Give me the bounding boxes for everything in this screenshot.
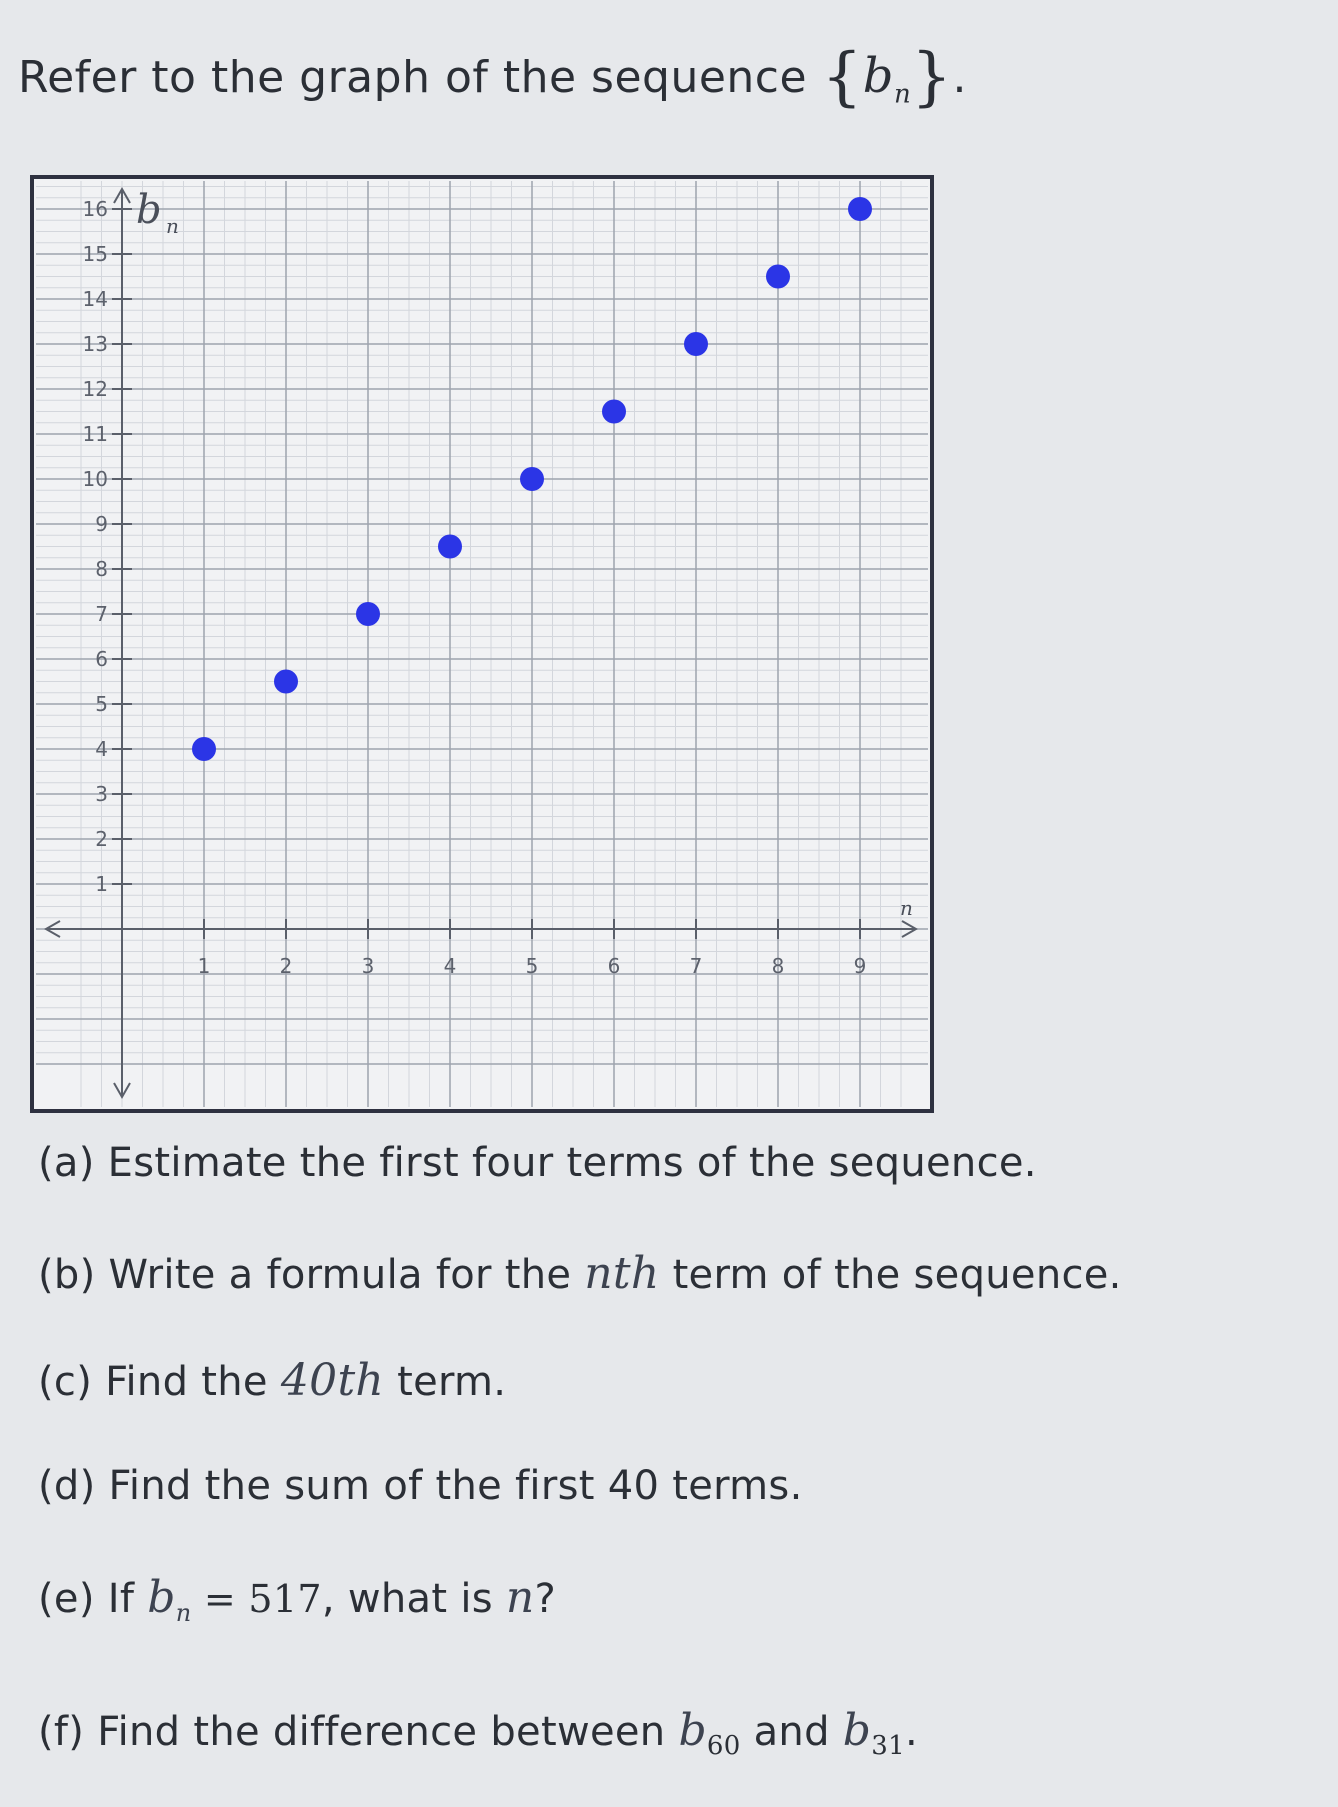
sequence-subscript: n — [894, 79, 912, 110]
y-tick-label: 12 — [82, 377, 108, 401]
data-point — [848, 197, 872, 221]
y-axis-label-subscript: n — [166, 214, 179, 238]
data-point — [438, 535, 462, 559]
y-tick-label: 14 — [82, 287, 108, 311]
intro-period: . — [952, 52, 967, 103]
y-tick-label: 8 — [95, 557, 108, 581]
x-tick-label: 8 — [771, 954, 785, 978]
question-e-mid: , what is — [321, 1576, 506, 1622]
data-point — [192, 737, 216, 761]
question-b-post: term of the sequence. — [659, 1252, 1122, 1298]
y-tick-label: 16 — [82, 197, 108, 221]
open-brace: { — [821, 40, 863, 114]
close-brace: } — [911, 40, 953, 114]
data-point — [356, 602, 380, 626]
question-e-symbol: b — [147, 1572, 176, 1623]
question-f-symbol-1: b — [678, 1705, 707, 1756]
data-point — [684, 332, 708, 356]
question-f — [38, 1705, 918, 1761]
question-b-pre: (b) Write a formula for the — [38, 1252, 585, 1298]
sequence-graph — [30, 175, 934, 1113]
y-tick-label: 3 — [95, 782, 108, 806]
y-tick-label: 13 — [82, 332, 108, 356]
y-axis-label: b — [136, 187, 162, 233]
y-tick-label: 7 — [95, 602, 108, 626]
y-tick-label: 10 — [82, 467, 108, 491]
x-axis-label: n — [900, 896, 913, 920]
graph-frame — [32, 177, 932, 1111]
data-point — [766, 265, 790, 289]
question-c-pre: (c) Find the — [38, 1359, 281, 1405]
question-f-symbol-2: b — [842, 1705, 872, 1756]
x-tick-label: 6 — [607, 954, 621, 978]
y-tick-label: 11 — [82, 422, 108, 446]
question-f-pre: (f) Find the difference between — [38, 1709, 679, 1755]
y-tick-label: 5 — [95, 692, 108, 716]
question-e-pre: (e) If — [38, 1576, 148, 1622]
question-f-mid: and — [740, 1709, 843, 1755]
data-point — [520, 467, 544, 491]
question-d — [38, 1463, 803, 1509]
x-tick-label: 9 — [853, 954, 867, 978]
y-tick-label: 9 — [95, 512, 108, 536]
x-tick-label: 5 — [525, 954, 539, 978]
question-c — [38, 1355, 506, 1406]
question-c-var: 40th — [280, 1355, 385, 1406]
question-f-subscript-1: 60 — [706, 1731, 741, 1761]
question-d-text: (d) Find the sum of the first 40 terms. — [38, 1463, 803, 1509]
intro-prompt — [18, 40, 967, 114]
x-tick-label: 7 — [689, 954, 703, 978]
question-b — [38, 1248, 1122, 1299]
x-tick-label: 3 — [361, 954, 375, 978]
question-b-var: nth — [584, 1248, 660, 1299]
intro-text: Refer to the graph of the sequence — [18, 52, 808, 103]
question-e-var: n — [505, 1572, 535, 1623]
question-a-text: (a) Estimate the first four terms of the sequence. — [38, 1140, 1037, 1186]
question-a — [38, 1140, 1037, 1186]
data-point — [274, 670, 298, 694]
x-tick-label: 4 — [443, 954, 457, 978]
x-tick-label: 1 — [197, 954, 211, 978]
y-tick-label: 6 — [95, 647, 108, 671]
question-e-subscript: n — [175, 1599, 192, 1627]
question-f-post: . — [904, 1709, 918, 1755]
question-e-equation: = 517 — [191, 1577, 322, 1621]
y-tick-label: 2 — [95, 827, 108, 851]
y-tick-label: 15 — [82, 242, 108, 266]
question-c-post: term. — [384, 1359, 507, 1405]
question-f-subscript-2: 31 — [871, 1731, 905, 1761]
sequence-letter: b — [862, 48, 895, 104]
data-point — [602, 400, 626, 424]
question-e — [38, 1572, 556, 1627]
x-tick-label: 2 — [279, 954, 293, 978]
question-e-post: ? — [534, 1576, 557, 1622]
sequence-symbol — [821, 40, 953, 114]
y-tick-label: 1 — [95, 872, 108, 896]
y-tick-label: 4 — [95, 737, 108, 761]
